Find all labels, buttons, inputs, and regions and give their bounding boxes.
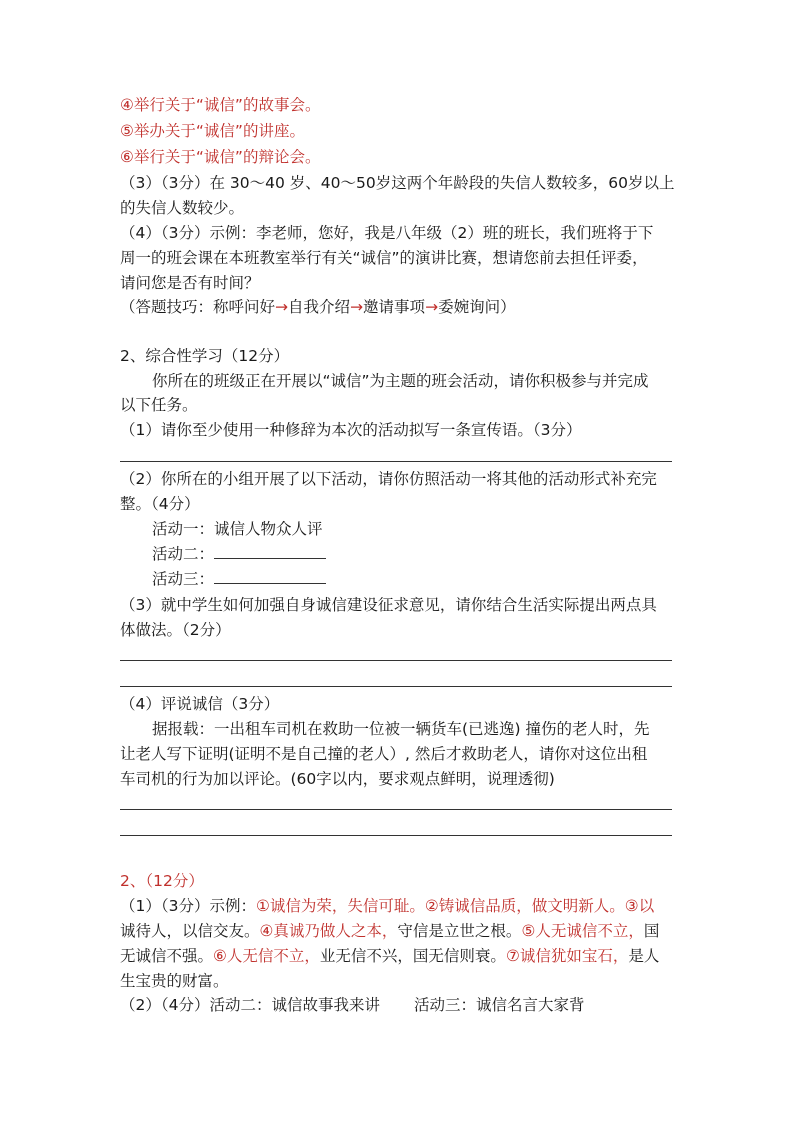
answer-q4-line: （4）（3分）示例：李老师，您好，我是八年级（2）班的班长，我们班将于下	[120, 224, 654, 242]
answer-1-text: 是人	[628, 947, 660, 965]
answer-2-line	[120, 994, 585, 1016]
answer-line[interactable]	[120, 461, 672, 462]
answer-line[interactable]	[120, 660, 672, 661]
answer-heading: 2、（12分）	[120, 872, 204, 890]
answer-item-6: ⑥举行关于“诚信”的辩论会。	[120, 148, 321, 166]
answer-1-text: 业无信不兴，国无信则衰。	[319, 947, 506, 965]
answer-line[interactable]	[120, 809, 672, 810]
answer-q4-line: 周一的班会课在本班教室举行有关“诚信”的演讲比赛，想请您前去担任评委，	[120, 249, 648, 267]
activity-2	[152, 543, 326, 565]
question-part-2: （2）你所在的小组开展了以下活动，请你仿照活动一将其他的活动形式补充完	[120, 470, 657, 488]
answer-1-line	[120, 920, 659, 942]
answer-1-example: ④真诚乃做人之本，	[259, 922, 398, 940]
answer-1-example: ⑤人无诚信不立，	[521, 922, 644, 940]
activity-3-blank[interactable]	[214, 569, 326, 584]
activity-1: 活动一：诚信人物众人评	[152, 520, 323, 538]
answer-q4-line: 请问您是否有时间？	[120, 274, 260, 292]
answer-1-example: ③以	[624, 897, 655, 915]
question-part-3: 体做法。（2分）	[120, 621, 231, 639]
question-part-2: 整。（4分）	[120, 495, 200, 513]
answer-1-example: ①诚信为荣，失信可耻。	[255, 897, 425, 915]
answer-1-example: ②铸诚信品质，做文明新人。	[424, 897, 625, 915]
question-intro: 你所在的班级正在开展以“诚信”为主题的班会活动，请你积极参与并完成	[152, 372, 649, 390]
question-part-1: （1）请你至少使用一种修辞为本次的活动拟写一条宣传语。（3分）	[120, 421, 582, 439]
answer-tip	[120, 296, 516, 318]
question-part-3: （3）就中学生如何加强自身诚信建设征求意见，请你结合生活实际提出两点具	[120, 596, 657, 614]
answer-q3-line: 的失信人数较少。	[120, 199, 245, 217]
answer-1-prefix: （1）（3分）示例：	[120, 897, 256, 915]
answer-q3-line: （3）（3分）在 30～40 岁、40～50岁这两个年龄段的失信人数较多，60岁以上	[120, 174, 675, 192]
arrow-icon: →	[275, 298, 289, 316]
answer-line[interactable]	[120, 686, 672, 687]
answer-1-text: 守信是立世之根。	[397, 922, 522, 940]
tip-step: 自我介绍	[288, 298, 351, 316]
answer-1-example: ⑦诚信犹如宝石，	[505, 947, 629, 965]
tip-suffix: ）	[500, 298, 516, 316]
answer-1-line: 生宝贵的财富。	[120, 972, 229, 990]
answer-1-line	[120, 945, 659, 967]
answer-1-text: 国	[643, 922, 660, 940]
answer-1-text: 无诚信不强。	[120, 947, 214, 965]
question-part-4: 车司机的行为加以评论。(60字以内，要求观点鲜明，说理透彻)	[120, 770, 555, 788]
tip-step: 称呼问好	[213, 298, 276, 316]
arrow-icon: →	[425, 298, 439, 316]
tip-step: 邀请事项	[363, 298, 426, 316]
activity-2-blank[interactable]	[214, 544, 326, 559]
answer-1-line	[120, 895, 654, 917]
answer-2-activity-2: （2）（4分）活动二：诚信故事我来讲	[120, 996, 380, 1014]
question-part-4: 让老人写下证明(证明不是自己撞的老人）, 然后才救助老人，请你对这位出租	[120, 745, 648, 763]
answer-line[interactable]	[120, 835, 672, 836]
answer-1-text: 诚待人，以信交友。	[120, 922, 260, 940]
question-part-4: 据报载：一出租车司机在救助一位被一辆货车(已逃逸) 撞伤的老人时，先	[152, 720, 650, 738]
question-intro: 以下任务。	[120, 396, 198, 414]
answer-item-5: ⑤举办关于“诚信”的讲座。	[120, 122, 305, 140]
answer-2-activity-3: 活动三：诚信名言大家背	[413, 996, 585, 1014]
arrow-icon: →	[350, 298, 364, 316]
answer-item-4: ④举行关于“诚信”的故事会。	[120, 96, 321, 114]
activity-3-label: 活动三：	[152, 570, 215, 588]
answer-1-example: ⑥人无信不立，	[213, 947, 320, 965]
question-part-4-title: （4）评说诚信（3分）	[120, 695, 280, 713]
question-heading: 2、综合性学习（12分）	[120, 347, 290, 365]
activity-3	[152, 568, 326, 590]
tip-prefix: （答题技巧：	[120, 298, 214, 316]
activity-2-label: 活动二：	[152, 545, 215, 563]
tip-step: 委婉询问	[438, 298, 501, 316]
